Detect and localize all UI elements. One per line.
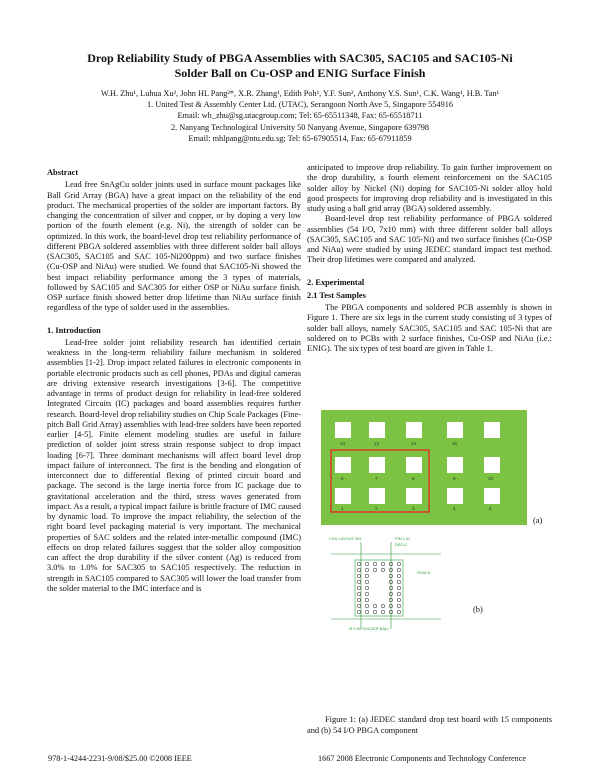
solder-ball bbox=[397, 562, 401, 566]
author-block bbox=[30, 88, 570, 144]
board-label: 3 bbox=[412, 506, 415, 511]
solder-ball bbox=[373, 610, 377, 614]
footer-conference: 1667 2008 Electronic Components and Technology Conference bbox=[318, 754, 527, 763]
solder-ball bbox=[357, 568, 361, 572]
drawing-label: PIN 1 ID bbox=[395, 536, 411, 541]
component bbox=[484, 422, 500, 438]
left-column bbox=[47, 165, 301, 594]
solder-ball bbox=[397, 586, 401, 590]
solder-ball bbox=[357, 580, 361, 584]
right-paragraph-1: anticipated to improve drop reliability. To gain further improvement on the drop durability, a fourth element reinforcement on the SAC105 solder alloy by Nickel (Ni) doping for SAC105-Ni solder alloy hold good prospects for improving drop reliability and is investigated in this study using a ball grid array (BGA) soldered assembly. bbox=[307, 163, 552, 213]
solder-ball bbox=[397, 604, 401, 608]
component bbox=[484, 488, 500, 504]
solder-ball bbox=[357, 574, 361, 578]
solder-ball bbox=[381, 562, 385, 566]
footer-copyright: 978-1-4244-2231-9/08/$25.00 ©2008 IEEE bbox=[48, 754, 192, 763]
paper-title bbox=[40, 51, 560, 81]
figure-caption: Figure 1: (a) JEDEC standard drop test board with 15 components and (b) 54 I/O PBGA component bbox=[307, 715, 552, 735]
solder-ball bbox=[373, 568, 377, 572]
solder-ball bbox=[381, 568, 385, 572]
board-label: 6 bbox=[341, 476, 344, 481]
right-column bbox=[307, 163, 552, 354]
solder-ball bbox=[365, 580, 369, 584]
solder-ball bbox=[357, 592, 361, 596]
component bbox=[335, 422, 351, 438]
solder-ball bbox=[365, 568, 369, 572]
component bbox=[447, 457, 463, 473]
affiliation-1: 1. United Test & Assembly Center Ltd. (UTAC), Serangoon North Ave 5, Singapore 554916 bbox=[146, 100, 454, 110]
solder-ball bbox=[365, 586, 369, 590]
solder-ball bbox=[357, 610, 361, 614]
solder-ball bbox=[365, 562, 369, 566]
title-line-1: Drop Reliability Study of PBGA Assemblies with SAC305, SAC105 and SAC105-Ni bbox=[87, 51, 513, 65]
board-label: 1 bbox=[341, 506, 344, 511]
solder-ball bbox=[397, 598, 401, 602]
drawing-label: CSS LAYOUT NO. bbox=[329, 536, 363, 541]
board-label: 2 bbox=[375, 506, 378, 511]
board-label: 12 bbox=[374, 441, 380, 446]
board-label: 4 bbox=[453, 506, 456, 511]
solder-ball bbox=[397, 580, 401, 584]
board-label: 7 bbox=[375, 476, 378, 481]
drawing-label: ROW A bbox=[417, 570, 431, 575]
solder-ball bbox=[357, 562, 361, 566]
solder-ball bbox=[397, 574, 401, 578]
solder-ball bbox=[357, 598, 361, 602]
solder-ball bbox=[357, 604, 361, 608]
component bbox=[447, 422, 463, 438]
drawing-label: Ø 0.50 SOLDER BALL bbox=[349, 626, 390, 631]
solder-ball bbox=[357, 586, 361, 590]
board-label: 5 bbox=[489, 506, 492, 511]
solder-ball bbox=[365, 604, 369, 608]
pbga-component-drawing bbox=[321, 534, 451, 634]
title-line-2: Solder Ball on Cu-OSP and ENIG Surface Finish bbox=[174, 66, 426, 80]
component bbox=[369, 422, 385, 438]
test-samples-text: The PBGA components and soldered PCB assembly is shown in Figure 1. There are six legs in the current study consisting of 3 types of solder ball alloys, namely SAC305, SAC105 and SAC 105-Ni that are soldered on to PCBs with 2 surface finishes, Cu-OSP and NiAu (i.e.: ENIG). The six types of test board are given in Table 1. bbox=[307, 303, 552, 353]
introduction-text: Lead-free solder joint reliability research has identified certain weakness in the long-term reliability failure mechanism in soldered assemblies [1-2]. Drop impact related failures in electronic components in portable electronic products such as cell phones, PDAs and digital cameras are driving extensive research investigations [3-6]. The competitive advantage in terms of product design for reliability in lead-free soldered Integrated Circuits (IC) packages and board assemblies requires further research. Board-level drop reliability studies on Chip Scale Packages (Fine-pitch Ball Grid Array) assemblies with lead-free solders have been reported earlier [4-5]. Finite element modeling studies are useful in failure prediction of solder joint stress strain response subject to drop impact loading [6-7]. Three dominant mechanisms will affect board level drop impact failure of interconnect. The first is the bending and elongation of interconnect due to differential flexing of printed circuit board and package. The second is the large inertia force from IC package due to gravitational acceleration and the third, stress waves generated from impact. As a result, a typical impact failure is brittle fracture of IMC caused by dynamic load. To improve the impact reliability, the selection of the right board level packaging material is very important. The mechanical properties of SAC solders and the related inter-metallic compound (IMC) effects on drop related failures suggest that the solder alloy composition can affect the drop durability if the silver content (Ag) is reduced from 3.0% to 1.0% for SAC305 to SAC105 respectively. The reduction in strength in SAC105 compared to SAC305 will lower the load transfer from the solder material to the IMC interface and is bbox=[47, 337, 301, 593]
component bbox=[335, 488, 351, 504]
board-label: 8 bbox=[412, 476, 415, 481]
component bbox=[406, 457, 422, 473]
solder-ball bbox=[365, 592, 369, 596]
board-label: 14 bbox=[411, 441, 417, 446]
abstract-text: Lead free SnAgCu solder joints used in surface mount packages like Ball Grid Array (BGA) have a great impact on the reliability of the end product. The mechanical properties of the solder are important factors. By changing the concentration of silver and copper, or by doping a very low portion of the fourth element (e.g. Ni), the strength of solder can be optimized. In this work, the board-level drop test reliability performance of different PBGA soldered assemblies with three different solder ball alloys (SAC305, SAC105 and SAC 105-Ni200ppm) and two surface finishes (Cu-OSP and NiAu) were studied. We found that SAC105-Ni showed the best impact reliability performance among the 3 types of materials, followed by SAC105 and SAC305 for either OSP or NiAu surface finish. OSP surface finish showed better drop lifetime than NiAu surface finish regardless of the type of solder used in the assemblies. bbox=[47, 180, 301, 313]
solder-ball bbox=[365, 598, 369, 602]
figure-a-label: (a) bbox=[533, 516, 543, 525]
board-label: 9 bbox=[453, 476, 456, 481]
component bbox=[484, 457, 500, 473]
solder-ball bbox=[397, 592, 401, 596]
component bbox=[335, 457, 351, 473]
solder-ball bbox=[373, 562, 377, 566]
email-2: Email: mhlpang@ntu.edu.sg; Tel: 65-67905514, Fax: 65-67911859 bbox=[188, 133, 412, 143]
abstract-heading: Abstract bbox=[47, 168, 79, 177]
component bbox=[406, 422, 422, 438]
component bbox=[369, 457, 385, 473]
solder-ball bbox=[397, 610, 401, 614]
author-list: W.H. Zhu¹, Luhua Xu², John HL Pang²*, X.R. Zhang¹, Edith Poh¹, Y.F. Sun², Anthony Y.S. Sun¹, C.K. Wang¹, H.B. Tan¹ bbox=[100, 89, 500, 98]
solder-ball bbox=[381, 604, 385, 608]
introduction-heading: 1. Introduction bbox=[47, 325, 101, 335]
affiliation-2: 2. Nanyang Technological University 50 Nanyang Avenue, Singapore 639798 bbox=[170, 122, 430, 132]
solder-ball bbox=[365, 574, 369, 578]
solder-ball bbox=[397, 568, 401, 572]
drawing-label: DECO bbox=[395, 542, 407, 547]
drop-test-board-figure bbox=[321, 410, 527, 525]
figure-b-label: (b) bbox=[473, 605, 483, 614]
solder-ball bbox=[373, 604, 377, 608]
component bbox=[406, 488, 422, 504]
right-paragraph-2: Board-level drop test reliability performance of PBGA soldered assemblies (54 I/O, 7x10 mm) with three different solder ball alloys (SAC305, SAC105 and SAC 105-Ni) and two surface finishes (Cu-OSP and NiAu) were studied by using JEDEC standard impact test method. Their drop lifetimes were compared and analyzed. bbox=[307, 214, 552, 265]
figure-1 bbox=[307, 410, 552, 710]
board-label: 10 bbox=[488, 476, 494, 481]
board-label: 15 bbox=[452, 441, 458, 446]
email-1: Email: wh_zhu@sg.utacgroup.com; Tel: 65-65511348, Fax: 65-65518711 bbox=[177, 111, 423, 121]
component bbox=[447, 488, 463, 504]
board-label: 13 bbox=[340, 441, 346, 446]
solder-ball bbox=[381, 610, 385, 614]
component bbox=[369, 488, 385, 504]
test-samples-heading: 2.1 Test Samples bbox=[307, 290, 366, 300]
solder-ball-array bbox=[357, 562, 401, 614]
solder-ball bbox=[365, 610, 369, 614]
experimental-heading: 2. Experimental bbox=[307, 277, 365, 287]
